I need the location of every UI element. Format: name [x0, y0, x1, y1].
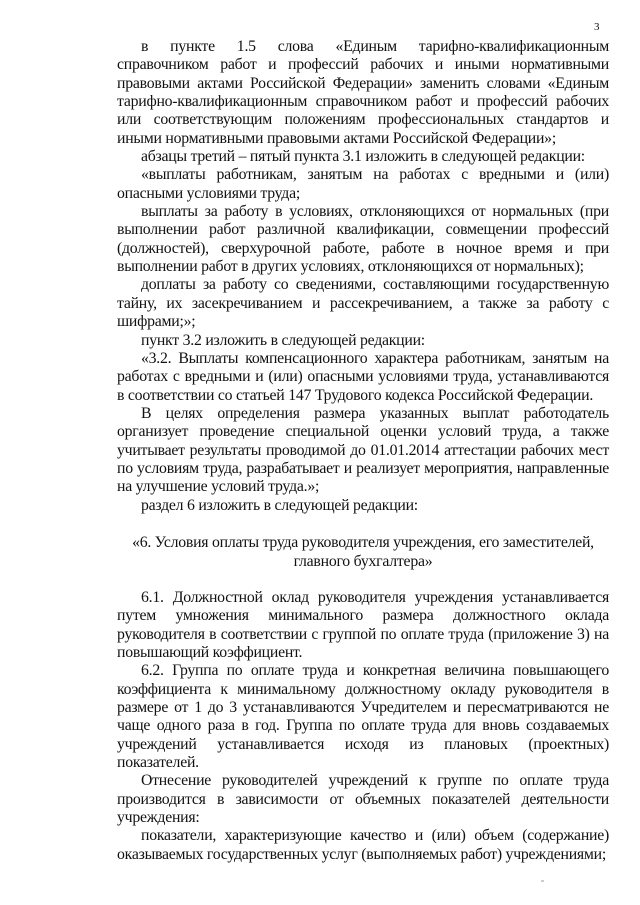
paragraph-quality-indicators: показатели, характеризующие качество и (или) объем (содержание) оказываемых государственных услуг (выполняемых работ) учреждениями;	[117, 827, 609, 863]
section-heading-line-2: главного бухгалтера»	[293, 552, 433, 570]
paragraph-deviating-conditions: выплаты за работу в условиях, отклоняющихся от нормальных (при выполнении работ различной квалификации, совмещении профессий (должностей), сверхурочной работе, работе в ночное время и при выполнении работ в других условиях, отклоняющихся от нормальных);	[117, 203, 609, 276]
paragraph-group-assignment: Отнесение руководителей учреждений к группе по оплате труда производится в зависимости от объемных показателей деятельности учреждения:	[117, 772, 609, 827]
section-heading	[117, 533, 609, 571]
paragraph-state-secret: доплаты за работу со сведениями, составляющими государственную тайну, их засекречиванием и рассекречиванием, а также за работу с шифрами;»;	[117, 276, 609, 331]
paragraph-clause-3-2-text: «3.2. Выплаты компенсационного характера работникам, занятым на работах с вредными и (или) опасными условиями труда, устанавливаются в соответствии со статьей 147 Трудового кодекса Российской Федерации.	[117, 349, 609, 404]
paragraph-section-6-intro: раздел 6 изложить в следующей редакции:	[141, 496, 418, 514]
paragraph-harmful-conditions: «выплаты работникам, занятым на работах с вредными и (или) опасными условиями труда;	[117, 166, 609, 202]
paragraph-clause-3-1-intro: абзацы третий – пятый пункта 3.1 изложить в следующей редакции:	[141, 148, 585, 166]
section-heading-line-1: «6. Условия оплаты труда руководителя учреждения, его заместителей,	[132, 533, 594, 551]
paragraph-special-assessment: В целях определения размера указанных выплат работодатель организует проведение специальной оценки условий труда, а также учитывает результаты проводимой до 01.01.2014 аттестации рабочих мест по условиям труда, разрабатывает и реализует мероприятия, направленные на улучшение условий труда.»;	[117, 404, 609, 496]
spacer	[117, 571, 609, 589]
spacer	[117, 515, 609, 533]
paragraph-clause-3-2-intro: пункт 3.2 изложить в следующей редакции:	[141, 331, 425, 349]
page-number: 3	[594, 21, 600, 33]
scan-artifact	[541, 880, 544, 882]
paragraph-clause-1-5: в пункте 1.5 слова «Единым тарифно-квалификационным справочником работ и профессий рабочих и иными нормативными правовыми актами Российской Федерации» заменить словами «Единым тарифно-квалификационным справочником работ и профессий рабочих или соответствующим положениям профессиональных стандартов и иными нормативными правовыми актами Российской Федерации»;	[117, 38, 609, 147]
document-body	[117, 38, 609, 864]
paragraph-clause-6-2: 6.2. Группа по оплате труда и конкретная величина повышающего коэффициента к минимальному должностному окладу руководителя в размере от 1 до 3 устанавливаются Учредителем и пересматриваются не чаще одного раза в год. Группа по оплате труда для вновь создаваемых учреждений устанавливается исходя из плановых (проектных) показателей.	[117, 662, 609, 772]
paragraph-clause-6-1: 6.1. Должностной оклад руководителя учреждения устанавливается путем умножения минимального размера должностного оклада руководителя в соответствии с группой по оплате труда (приложение 3) на повышающий коэффициент.	[117, 588, 609, 661]
